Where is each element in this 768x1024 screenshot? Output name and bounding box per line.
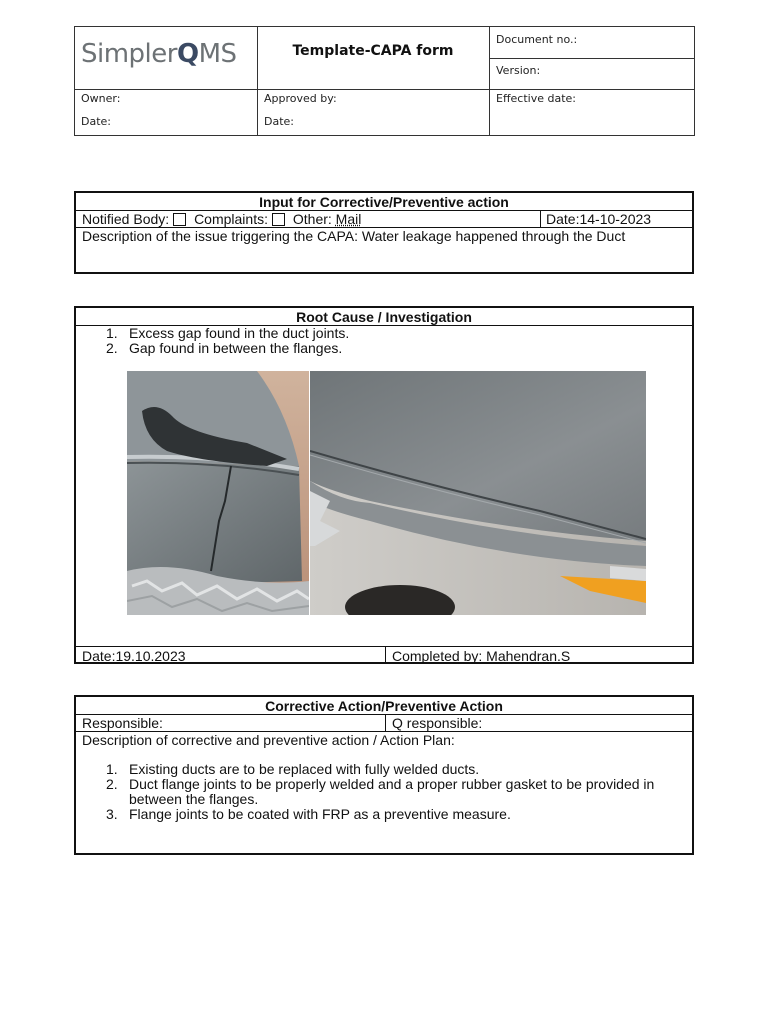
- form-title: Template-CAPA form: [292, 43, 454, 59]
- completed-by: Completed by: Mahendran.S: [392, 648, 571, 664]
- input-section: [74, 191, 694, 274]
- list-item: 1. Existing ducts are to be replaced with fully welded ducts.: [106, 761, 480, 777]
- action-plan-list: [76, 762, 692, 822]
- owner-label: Owner:: [81, 92, 121, 105]
- responsible-label: Responsible:: [82, 715, 163, 731]
- owner-date-label: Date:: [81, 115, 111, 128]
- other-label: Other:: [292, 211, 332, 227]
- document-header: [74, 26, 695, 136]
- input-date: Date:14-10-2023: [546, 211, 652, 227]
- q-responsible-label: Q responsible:: [392, 715, 483, 731]
- list-item: 2. Gap found in between the flanges.: [106, 340, 343, 356]
- simplerqms-logo: SimplerQMS: [81, 39, 237, 69]
- flange-gap-photo: [310, 371, 646, 615]
- list-item: 3. Flange joints to be coated with FRP as a preventive measure.: [106, 806, 511, 822]
- approved-date-label: Date:: [264, 115, 294, 128]
- document-no-label: Document no.:: [496, 33, 578, 46]
- list-item: 2. Duct flange joints to be properly welded and a proper rubber gasket to be provided in between the flanges.: [106, 776, 655, 807]
- root-cause-list: [76, 326, 692, 356]
- notified-body-label: Notified Body:: [82, 211, 170, 227]
- duct-crack-photo: [127, 371, 309, 615]
- list-item: 1. Excess gap found in the duct joints.: [106, 325, 350, 341]
- input-source-line: [82, 211, 361, 227]
- root-cause-title: Root Cause / Investigation: [296, 309, 472, 325]
- investigation-date: Date:19.10.2023: [82, 648, 186, 664]
- version-label: Version:: [496, 64, 541, 77]
- root-cause-section: [74, 306, 694, 664]
- complaints-label: Complaints:: [194, 211, 268, 227]
- other-value: Mail: [335, 211, 362, 227]
- action-plan-label: Description of corrective and preventive action / Action Plan:: [82, 732, 455, 748]
- complaints-checkbox[interactable]: [272, 213, 285, 226]
- notified-body-checkbox[interactable]: [173, 213, 186, 226]
- approved-by-label: Approved by:: [264, 92, 337, 105]
- input-section-title: Input for Corrective/Preventive action: [259, 194, 509, 210]
- action-section: [74, 695, 694, 855]
- issue-description: Description of the issue triggering the CAPA: Water leakage happened through the Duct: [82, 228, 626, 244]
- action-section-title: Corrective Action/Preventive Action: [265, 698, 503, 714]
- effective-date-label: Effective date:: [496, 92, 576, 105]
